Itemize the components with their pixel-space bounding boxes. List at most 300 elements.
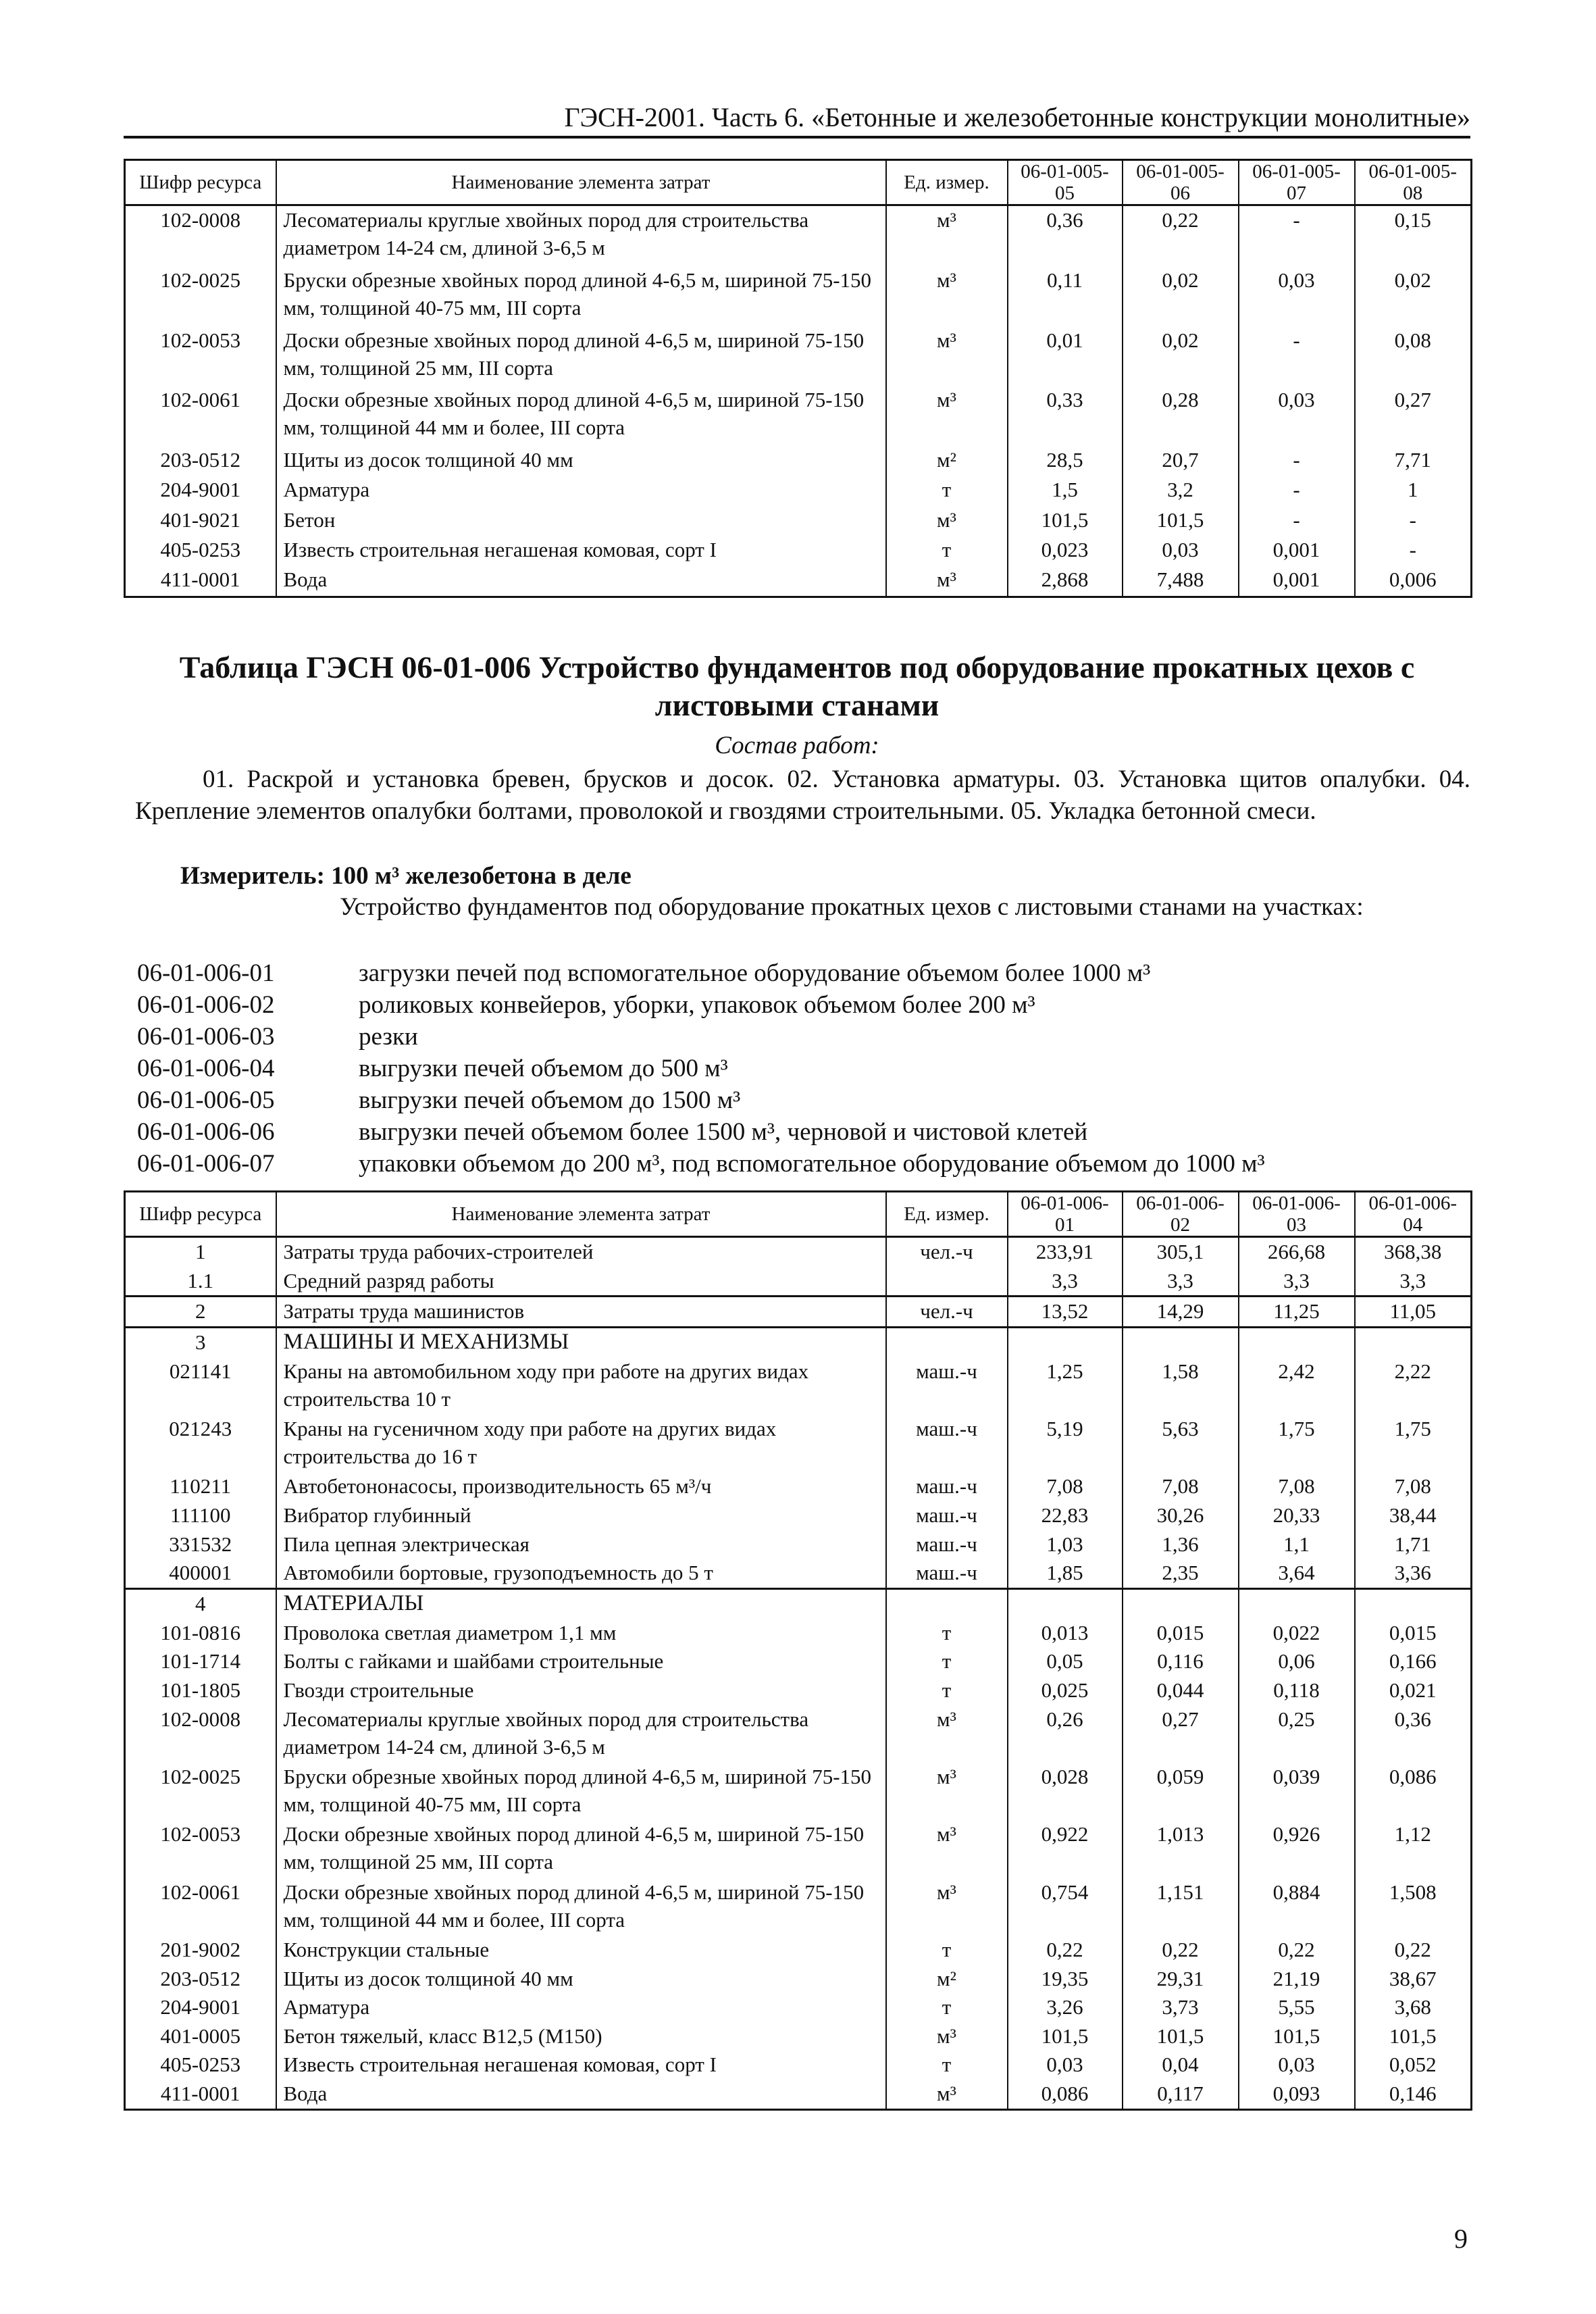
table-row bbox=[125, 1297, 1472, 1328]
variant-value: 21,19 bbox=[1239, 1965, 1355, 1994]
works-text: 01. Раскрой и установка бревен, брусков и досок. 02. Установка арматуры. 03. Установка щитов опалубки. 04. Крепление элементов опалубки болтами, проволокой и гвоздями строительными. 05. Укладка бетонной смеси. bbox=[135, 765, 1470, 825]
resource-code: 102-0008 bbox=[125, 1705, 276, 1763]
variant-value: 0,013 bbox=[1008, 1619, 1123, 1648]
header-variant: 06-01-006-02 bbox=[1123, 1192, 1239, 1237]
variant-value: 22,83 bbox=[1008, 1501, 1123, 1530]
resource-code: 405-0253 bbox=[125, 536, 276, 565]
table-row bbox=[125, 1472, 1472, 1501]
variant-value: 0,22 bbox=[1239, 1936, 1355, 1965]
variant-value: 0,08 bbox=[1355, 326, 1472, 386]
variant-value: 1,71 bbox=[1355, 1530, 1472, 1559]
resource-code: 1 bbox=[125, 1237, 276, 1267]
variant-value: 101,5 bbox=[1123, 2022, 1239, 2051]
variant-value: 5,63 bbox=[1123, 1415, 1239, 1472]
variant-code: 06-01-006-06 bbox=[137, 1118, 275, 1146]
variant-value: 0,04 bbox=[1123, 2051, 1239, 2080]
resource-code: 102-0025 bbox=[125, 266, 276, 326]
cost-element-name: МАШИНЫ И МЕХАНИЗМЫ bbox=[276, 1328, 886, 1357]
resource-code: 102-0025 bbox=[125, 1763, 276, 1820]
table-row bbox=[125, 1965, 1472, 1994]
variant-value: 0,922 bbox=[1008, 1820, 1123, 1878]
variant-value: 1,12 bbox=[1355, 1820, 1472, 1878]
resource-code: 411-0001 bbox=[125, 2080, 276, 2109]
measure-unit: Измеритель: 100 м³ железобетона в деле bbox=[180, 862, 632, 890]
resource-code: 102-0061 bbox=[125, 386, 276, 446]
variant-value: 0,028 bbox=[1008, 1763, 1123, 1820]
header-unit: Ед. измер. bbox=[886, 160, 1008, 205]
resource-code: 203-0512 bbox=[125, 446, 276, 476]
table-row bbox=[125, 1357, 1472, 1415]
cost-element-name: Краны на автомобильном ходу при работе на других видах строительства 10 т bbox=[276, 1357, 886, 1415]
cost-element-name: Краны на гусеничном ходу при работе на других видах строительства до 16 т bbox=[276, 1415, 886, 1472]
variant-value: 38,67 bbox=[1355, 1965, 1472, 1994]
variant-value: 28,5 bbox=[1008, 446, 1123, 476]
variant-value: 0,754 bbox=[1008, 1878, 1123, 1936]
cost-element-name: Вибратор глубинный bbox=[276, 1501, 886, 1530]
variant-value: 0,884 bbox=[1239, 1878, 1355, 1936]
variant-value: 11,25 bbox=[1239, 1297, 1355, 1328]
unit: м³ bbox=[886, 1763, 1008, 1820]
variant-value: 5,19 bbox=[1008, 1415, 1123, 1472]
variant-value: 0,059 bbox=[1123, 1763, 1239, 1820]
variant-value: 0,11 bbox=[1008, 266, 1123, 326]
cost-element-name: Известь строительная негашеная комовая, сорт I bbox=[276, 536, 886, 565]
variant-value: 7,08 bbox=[1123, 1472, 1239, 1501]
table-row bbox=[125, 506, 1472, 536]
cost-element-name: Болты с гайками и шайбами строительные bbox=[276, 1647, 886, 1676]
resource-code: 102-0053 bbox=[125, 326, 276, 386]
table-row bbox=[125, 1530, 1472, 1559]
unit: м³ bbox=[886, 1705, 1008, 1763]
header-name: Наименование элемента затрат bbox=[276, 1192, 886, 1237]
variant-value: 1,508 bbox=[1355, 1878, 1472, 1936]
resource-code: 101-0816 bbox=[125, 1619, 276, 1648]
resource-code: 201-9002 bbox=[125, 1936, 276, 1965]
resource-code: 021141 bbox=[125, 1357, 276, 1415]
variant-value: 101,5 bbox=[1355, 2022, 1472, 2051]
header-variant: 06-01-005-08 bbox=[1355, 160, 1472, 205]
variant-value: 0,22 bbox=[1123, 205, 1239, 266]
variant-text: роликовых конвейеров, уборки, упаковок объемом более 200 м³ bbox=[359, 991, 1035, 1019]
variant-text: выгрузки печей объемом до 500 м³ bbox=[359, 1055, 728, 1082]
table-row bbox=[125, 446, 1472, 476]
variant-value: 0,926 bbox=[1239, 1820, 1355, 1878]
variant-value: 0,25 bbox=[1239, 1705, 1355, 1763]
variant-value bbox=[1123, 1589, 1239, 1619]
cost-element-name: Бруски обрезные хвойных пород длиной 4-6,5 м, шириной 75-150 мм, толщиной 40-75 мм, III сорта bbox=[276, 1763, 886, 1820]
variant-value: 0,36 bbox=[1008, 205, 1123, 266]
variant-value: 266,68 bbox=[1239, 1237, 1355, 1267]
table-header-row bbox=[125, 1192, 1472, 1237]
unit: маш.-ч bbox=[886, 1559, 1008, 1588]
unit: маш.-ч bbox=[886, 1472, 1008, 1501]
cost-element-name: Затраты труда рабочих-строителей bbox=[276, 1237, 886, 1267]
variant-value: 0,118 bbox=[1239, 1676, 1355, 1705]
variant-value: 0,006 bbox=[1355, 565, 1472, 597]
table-row bbox=[125, 2051, 1472, 2080]
variant-value: 0,36 bbox=[1355, 1705, 1472, 1763]
variant-value: 1,75 bbox=[1239, 1415, 1355, 1472]
variant-value: 101,5 bbox=[1239, 2022, 1355, 2051]
resource-code: 101-1805 bbox=[125, 1676, 276, 1705]
variant-value: 29,31 bbox=[1123, 1965, 1239, 1994]
variant-value: 3,3 bbox=[1008, 1267, 1123, 1297]
resource-code: 101-1714 bbox=[125, 1647, 276, 1676]
variant-code: 06-01-006-03 bbox=[137, 1023, 275, 1051]
variant-item bbox=[137, 989, 1265, 1021]
variant-value: 0,146 bbox=[1355, 2080, 1472, 2109]
variant-value: 0,33 bbox=[1008, 386, 1123, 446]
variant-value: 2,42 bbox=[1239, 1357, 1355, 1415]
unit: т bbox=[886, 1993, 1008, 2022]
variant-value: 0,022 bbox=[1239, 1619, 1355, 1648]
table-row bbox=[125, 1619, 1472, 1648]
variant-value: 101,5 bbox=[1008, 2022, 1123, 2051]
cost-element-name: Пила цепная электрическая bbox=[276, 1530, 886, 1559]
variant-value: 7,488 bbox=[1123, 565, 1239, 597]
variant-value: 20,7 bbox=[1123, 446, 1239, 476]
variant-value: - bbox=[1239, 446, 1355, 476]
header-name: Наименование элемента затрат bbox=[276, 160, 886, 205]
variant-value: 0,27 bbox=[1355, 386, 1472, 446]
variant-value: 2,868 bbox=[1008, 565, 1123, 597]
unit: м³ bbox=[886, 1820, 1008, 1878]
table-row bbox=[125, 2080, 1472, 2109]
variant-value: 0,02 bbox=[1123, 326, 1239, 386]
variant-value: 0,22 bbox=[1008, 1936, 1123, 1965]
header-variant: 06-01-005-06 bbox=[1123, 160, 1239, 205]
variant-code: 06-01-006-07 bbox=[137, 1150, 275, 1178]
cost-element-name: Доски обрезные хвойных пород длиной 4-6,5 м, шириной 75-150 мм, толщиной 25 мм, III сорта bbox=[276, 1820, 886, 1878]
resource-code: 204-9001 bbox=[125, 476, 276, 505]
cost-element-name: Автомобили бортовые, грузоподъемность до 5 т bbox=[276, 1559, 886, 1588]
cost-element-name: Щиты из досок толщиной 40 мм bbox=[276, 1965, 886, 1994]
variant-value: 1,25 bbox=[1008, 1357, 1123, 1415]
resource-code: 401-0005 bbox=[125, 2022, 276, 2051]
table-header-row bbox=[125, 160, 1472, 205]
variant-value: 3,36 bbox=[1355, 1559, 1472, 1588]
variant-code: 06-01-006-02 bbox=[137, 991, 275, 1019]
variant-value: - bbox=[1239, 476, 1355, 505]
variant-value: 305,1 bbox=[1123, 1237, 1239, 1267]
variant-value: 0,015 bbox=[1355, 1619, 1472, 1648]
unit: м³ bbox=[886, 506, 1008, 536]
variant-value bbox=[1355, 1589, 1472, 1619]
resource-code: 021243 bbox=[125, 1415, 276, 1472]
variant-value: 0,03 bbox=[1239, 2051, 1355, 2080]
unit: т bbox=[886, 536, 1008, 565]
variants-description: Устройство фундаментов под оборудование прокатных цехов с листовыми станами на участках: bbox=[340, 893, 1364, 921]
variant-value: 2,22 bbox=[1355, 1357, 1472, 1415]
variant-item bbox=[137, 957, 1265, 989]
table-row bbox=[125, 2022, 1472, 2051]
cost-element-name: Лесоматериалы круглые хвойных пород для строительства диаметром 14-24 см, длиной 3-6,5 м bbox=[276, 1705, 886, 1763]
table-row bbox=[125, 536, 1472, 565]
unit: м³ bbox=[886, 2080, 1008, 2109]
unit: т bbox=[886, 1676, 1008, 1705]
table-title: Таблица ГЭСН 06-01-006 Устройство фундаментов под оборудование прокатных цехов с листовыми станами bbox=[179, 650, 1415, 722]
variant-value: 233,91 bbox=[1008, 1237, 1123, 1267]
variant-value: 3,2 bbox=[1123, 476, 1239, 505]
resource-code: 401-9021 bbox=[125, 506, 276, 536]
cost-element-name: Автобетононасосы, производительность 65 м³/ч bbox=[276, 1472, 886, 1501]
variant-value: 101,5 bbox=[1008, 506, 1123, 536]
variant-value bbox=[1008, 1328, 1123, 1357]
header-unit: Ед. измер. bbox=[886, 1192, 1008, 1237]
variant-value: 0,086 bbox=[1355, 1763, 1472, 1820]
resource-code: 4 bbox=[125, 1589, 276, 1619]
variant-value: 0,052 bbox=[1355, 2051, 1472, 2080]
table-row bbox=[125, 1559, 1472, 1588]
variant-value: 3,3 bbox=[1123, 1267, 1239, 1297]
variant-value: 0,03 bbox=[1239, 266, 1355, 326]
variant-item bbox=[137, 1116, 1265, 1148]
variants-list bbox=[137, 957, 1265, 1180]
variant-value bbox=[1239, 1589, 1355, 1619]
variant-code: 06-01-006-04 bbox=[137, 1055, 275, 1082]
unit: т bbox=[886, 2051, 1008, 2080]
cost-element-name: Известь строительная негашеная комовая, сорт I bbox=[276, 2051, 886, 2080]
variant-value: 0,039 bbox=[1239, 1763, 1355, 1820]
variant-item bbox=[137, 1053, 1265, 1084]
variant-value: 0,06 bbox=[1239, 1647, 1355, 1676]
table-row bbox=[125, 1878, 1472, 1936]
cost-element-name: Затраты труда машинистов bbox=[276, 1297, 886, 1328]
resource-code: 111100 bbox=[125, 1501, 276, 1530]
table-row bbox=[125, 1763, 1472, 1820]
unit: м² bbox=[886, 446, 1008, 476]
resource-code: 1.1 bbox=[125, 1267, 276, 1297]
cost-element-name: Щиты из досок толщиной 40 мм bbox=[276, 446, 886, 476]
unit: т bbox=[886, 476, 1008, 505]
resource-code: 331532 bbox=[125, 1530, 276, 1559]
table-row bbox=[125, 1501, 1472, 1530]
variant-value: 1,5 bbox=[1008, 476, 1123, 505]
variant-value: - bbox=[1239, 205, 1355, 266]
variant-value: 5,55 bbox=[1239, 1993, 1355, 2022]
variant-value: 0,001 bbox=[1239, 565, 1355, 597]
variant-value: 7,08 bbox=[1355, 1472, 1472, 1501]
unit: маш.-ч bbox=[886, 1530, 1008, 1559]
variant-value: 0,116 bbox=[1123, 1647, 1239, 1676]
unit: чел.-ч bbox=[886, 1237, 1008, 1267]
cost-element-name: Бетон тяжелый, класс В12,5 (М150) bbox=[276, 2022, 886, 2051]
unit bbox=[886, 1267, 1008, 1297]
variant-value: 14,29 bbox=[1123, 1297, 1239, 1328]
cost-element-name: Арматура bbox=[276, 1993, 886, 2022]
variant-value bbox=[1123, 1328, 1239, 1357]
variant-value: - bbox=[1239, 326, 1355, 386]
variant-value: 3,3 bbox=[1239, 1267, 1355, 1297]
variant-value: 13,52 bbox=[1008, 1297, 1123, 1328]
variant-value: 0,086 bbox=[1008, 2080, 1123, 2109]
unit: т bbox=[886, 1647, 1008, 1676]
header-variant: 06-01-006-01 bbox=[1008, 1192, 1123, 1237]
cost-element-name: Гвозди строительные bbox=[276, 1676, 886, 1705]
table-row bbox=[125, 1415, 1472, 1472]
variant-value: 0,27 bbox=[1123, 1705, 1239, 1763]
table-row bbox=[125, 1589, 1472, 1619]
variant-value: 20,33 bbox=[1239, 1501, 1355, 1530]
table-row bbox=[125, 1647, 1472, 1676]
unit: чел.-ч bbox=[886, 1297, 1008, 1328]
variant-code: 06-01-006-01 bbox=[137, 959, 275, 987]
variant-value: 0,001 bbox=[1239, 536, 1355, 565]
running-header: ГЭСН-2001. Часть 6. «Бетонные и железобетонные конструкции монолитные» bbox=[124, 101, 1470, 139]
variant-value: 0,01 bbox=[1008, 326, 1123, 386]
variant-value: 0,117 bbox=[1123, 2080, 1239, 2109]
variant-value: 0,093 bbox=[1239, 2080, 1355, 2109]
cost-element-name: Конструкции стальные bbox=[276, 1936, 886, 1965]
table-row bbox=[125, 1820, 1472, 1878]
cost-element-name: Лесоматериалы круглые хвойных пород для строительства диаметром 14-24 см, длиной 3-6,5 м bbox=[276, 205, 886, 266]
variant-value: 0,021 bbox=[1355, 1676, 1472, 1705]
variant-value: 101,5 bbox=[1123, 506, 1239, 536]
variant-code: 06-01-006-05 bbox=[137, 1086, 275, 1114]
header-variant: 06-01-006-03 bbox=[1239, 1192, 1355, 1237]
variant-value: 0,015 bbox=[1123, 1619, 1239, 1648]
variant-value: - bbox=[1355, 506, 1472, 536]
table-row bbox=[125, 1936, 1472, 1965]
variant-value: 3,3 bbox=[1355, 1267, 1472, 1297]
variant-value: 0,02 bbox=[1355, 266, 1472, 326]
variant-value: 1,1 bbox=[1239, 1530, 1355, 1559]
variant-item bbox=[137, 1021, 1265, 1053]
resource-code: 405-0253 bbox=[125, 2051, 276, 2080]
variant-value: 1,58 bbox=[1123, 1357, 1239, 1415]
variant-value: 11,05 bbox=[1355, 1297, 1472, 1328]
variant-value: 0,025 bbox=[1008, 1676, 1123, 1705]
variant-value: 0,166 bbox=[1355, 1647, 1472, 1676]
variant-value: 1,013 bbox=[1123, 1820, 1239, 1878]
variant-value: 0,15 bbox=[1355, 205, 1472, 266]
unit: м³ bbox=[886, 565, 1008, 597]
unit: м³ bbox=[886, 326, 1008, 386]
cost-element-name: Арматура bbox=[276, 476, 886, 505]
cost-element-name: Вода bbox=[276, 565, 886, 597]
variant-value: 3,68 bbox=[1355, 1993, 1472, 2022]
table-row bbox=[125, 205, 1472, 266]
unit: м³ bbox=[886, 1878, 1008, 1936]
variant-value: 30,26 bbox=[1123, 1501, 1239, 1530]
variant-value: 1,03 bbox=[1008, 1530, 1123, 1559]
variant-value: 3,64 bbox=[1239, 1559, 1355, 1588]
variant-value: 3,26 bbox=[1008, 1993, 1123, 2022]
variant-item bbox=[137, 1148, 1265, 1180]
unit: т bbox=[886, 1619, 1008, 1648]
unit: м³ bbox=[886, 386, 1008, 446]
resource-code: 204-9001 bbox=[125, 1993, 276, 2022]
table-row bbox=[125, 1237, 1472, 1267]
variant-value bbox=[1239, 1328, 1355, 1357]
variant-value: 0,02 bbox=[1123, 266, 1239, 326]
variant-value bbox=[1355, 1328, 1472, 1357]
unit: т bbox=[886, 1936, 1008, 1965]
unit: м³ bbox=[886, 266, 1008, 326]
variant-value: 19,35 bbox=[1008, 1965, 1123, 1994]
table-row bbox=[125, 266, 1472, 326]
cost-element-name: Бетон bbox=[276, 506, 886, 536]
variant-value: 0,03 bbox=[1008, 2051, 1123, 2080]
variant-value: 0,05 bbox=[1008, 1647, 1123, 1676]
variant-value: - bbox=[1239, 506, 1355, 536]
unit: маш.-ч bbox=[886, 1415, 1008, 1472]
table-row bbox=[125, 565, 1472, 597]
unit bbox=[886, 1589, 1008, 1619]
variant-value: 0,28 bbox=[1123, 386, 1239, 446]
resource-code: 3 bbox=[125, 1328, 276, 1357]
resource-code: 110211 bbox=[125, 1472, 276, 1501]
variant-value: - bbox=[1355, 536, 1472, 565]
variant-value: 1,85 bbox=[1008, 1559, 1123, 1588]
cost-element-name: МАТЕРИАЛЫ bbox=[276, 1589, 886, 1619]
variant-value: 7,08 bbox=[1008, 1472, 1123, 1501]
resource-code: 2 bbox=[125, 1297, 276, 1328]
variant-value: 0,03 bbox=[1123, 536, 1239, 565]
variant-value: 7,08 bbox=[1239, 1472, 1355, 1501]
cost-element-name: Доски обрезные хвойных пород длиной 4-6,5 м, шириной 75-150 мм, толщиной 25 мм, III сорта bbox=[276, 326, 886, 386]
table-row bbox=[125, 326, 1472, 386]
variant-value: 7,71 bbox=[1355, 446, 1472, 476]
table-row bbox=[125, 1328, 1472, 1357]
variant-value: 0,023 bbox=[1008, 536, 1123, 565]
variant-text: выгрузки печей объемом более 1500 м³, черновой и чистовой клетей bbox=[359, 1118, 1088, 1146]
unit: м³ bbox=[886, 205, 1008, 266]
header-variant: 06-01-006-04 bbox=[1355, 1192, 1472, 1237]
variant-value: 1,75 bbox=[1355, 1415, 1472, 1472]
variant-text: загрузки печей под вспомогательное оборудование объемом более 1000 м³ bbox=[359, 959, 1151, 987]
cost-element-name: Вода bbox=[276, 2080, 886, 2109]
variant-item bbox=[137, 1084, 1265, 1116]
resource-code: 102-0053 bbox=[125, 1820, 276, 1878]
variant-value: 0,22 bbox=[1355, 1936, 1472, 1965]
variant-value: 1 bbox=[1355, 476, 1472, 505]
header-variant: 06-01-005-05 bbox=[1008, 160, 1123, 205]
resource-code: 102-0008 bbox=[125, 205, 276, 266]
variant-value: 0,26 bbox=[1008, 1705, 1123, 1763]
resource-code: 203-0512 bbox=[125, 1965, 276, 1994]
variant-text: упаковки объемом до 200 м³, под вспомогательное оборудование объемом до 1000 м³ bbox=[359, 1150, 1265, 1178]
table-row bbox=[125, 1676, 1472, 1705]
header-variant: 06-01-005-07 bbox=[1239, 160, 1355, 205]
resource-code: 411-0001 bbox=[125, 565, 276, 597]
variant-value: 368,38 bbox=[1355, 1237, 1472, 1267]
cost-element-name: Проволока светлая диаметром 1,1 мм bbox=[276, 1619, 886, 1648]
variant-value: 38,44 bbox=[1355, 1501, 1472, 1530]
variant-value: 2,35 bbox=[1123, 1559, 1239, 1588]
variant-value: 1,151 bbox=[1123, 1878, 1239, 1936]
resource-table-2 bbox=[124, 1190, 1472, 2111]
composition-title: Состав работ: bbox=[715, 732, 879, 759]
unit: маш.-ч bbox=[886, 1501, 1008, 1530]
variant-value bbox=[1008, 1589, 1123, 1619]
variant-value: 1,36 bbox=[1123, 1530, 1239, 1559]
cost-element-name: Средний разряд работы bbox=[276, 1267, 886, 1297]
variant-value: 0,22 bbox=[1123, 1936, 1239, 1965]
header-code: Шифр ресурса bbox=[125, 160, 276, 205]
page-number: 9 bbox=[1454, 2223, 1468, 2254]
unit bbox=[886, 1328, 1008, 1357]
variant-text: выгрузки печей объемом до 1500 м³ bbox=[359, 1086, 741, 1114]
table-row bbox=[125, 476, 1472, 505]
variant-value: 0,044 bbox=[1123, 1676, 1239, 1705]
resource-code: 400001 bbox=[125, 1559, 276, 1588]
variant-value: 3,73 bbox=[1123, 1993, 1239, 2022]
cost-element-name: Бруски обрезные хвойных пород длиной 4-6,5 м, шириной 75-150 мм, толщиной 40-75 мм, III сорта bbox=[276, 266, 886, 326]
resource-code: 102-0061 bbox=[125, 1878, 276, 1936]
cost-element-name: Доски обрезные хвойных пород длиной 4-6,5 м, шириной 75-150 мм, толщиной 44 мм и более, III сорта bbox=[276, 1878, 886, 1936]
table-row bbox=[125, 1267, 1472, 1297]
